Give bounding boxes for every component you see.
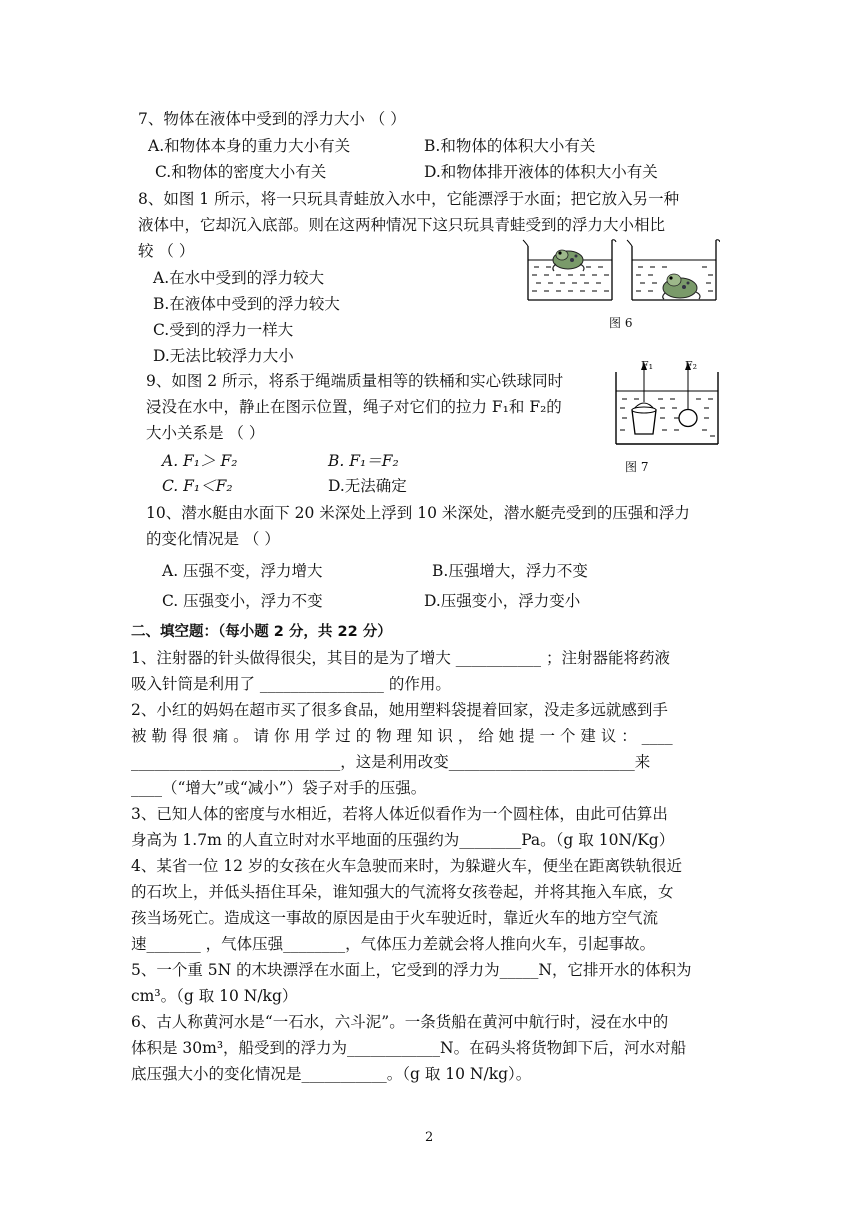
- iron-ball-icon: [679, 410, 697, 427]
- q8-line-3: 较 （ ）: [138, 242, 195, 260]
- figure-7-caption: 图 7: [625, 460, 649, 474]
- q9-line-1: 9、如图 2 所示，将系于绳端质量相等的铁桶和实心铁球同时: [146, 372, 564, 390]
- fill-4-line-2: 的石坎上，并低头捂住耳朵，谁知强大的气流将女孩卷起，并将其拖入车底，女: [131, 883, 674, 901]
- section-2-title: 二、填空题：（每小题 2 分，共 22 分）: [131, 624, 392, 640]
- figure-7-bucket-ball: [600, 358, 725, 453]
- sunk-frog-icon: [663, 274, 700, 299]
- q8-option-a: A.在水中受到的浮力较大: [153, 269, 325, 287]
- q7-stem: 7、物体在液体中受到的浮力大小 （ ）: [138, 110, 406, 128]
- fill-6-line-3: 底压强大小的变化情况是___________。（g 取 10 N/kg）。: [131, 1065, 532, 1083]
- q8-option-b: B.在液体中受到的浮力较大: [153, 295, 340, 313]
- figure-6-caption: 图 6: [609, 316, 633, 330]
- fill-4-line-4: 速_______ ，气体压强________，气体压力差就会将人推向火车，引起事故。: [131, 935, 656, 953]
- page-number: 2: [425, 1130, 434, 1145]
- fill-3-line-1: 3、已知人体的密度与水相近，若将人体近似看作为一个圆柱体，由此可估算出: [131, 805, 668, 823]
- q9-option-d: D.无法确定: [328, 477, 407, 495]
- q8-option-d: D.无法比较浮力大小: [153, 347, 294, 365]
- q10-option-b: B.压强增大，浮力不变: [432, 562, 588, 580]
- fill-3-line-2: 身高为 1.7m 的人直立时对水平地面的压强约为________Pa。（g 取 10N/Kg）: [131, 831, 675, 849]
- floating-frog-icon: [553, 250, 584, 271]
- q9-option-b: B. F₁＝F₂: [328, 452, 399, 470]
- fill-5-line-2: cm³。（g 取 10 N/kg）: [131, 987, 298, 1005]
- q9-line-2: 浸没在水中，静止在图示位置，绳子对它们的拉力 F₁和 F₂的: [146, 398, 562, 416]
- fill-4-line-1: 4、某省一位 12 岁的女孩在火车急驶而来时，为躲避火车，便坐在距离铁轨很近: [131, 857, 682, 875]
- q9-option-c: C. F₁＜F₂: [162, 477, 233, 495]
- q8-option-c: C.受到的浮力一样大: [153, 321, 294, 339]
- fill-4-line-3: 孩当场死亡。造成这一事故的原因是由于火车驶近时，靠近火车的地方空气流: [131, 909, 659, 927]
- q10-line-1: 10、潜水艇由水面下 20 米深处上浮到 10 米深处，潜水艇壳受到的压强和浮力: [146, 504, 690, 522]
- q8-line-2: 液体中，它却沉入底部。则在这两种情况下这只玩具青蛙受到的浮力大小相比: [138, 216, 666, 234]
- bucket-icon: [632, 410, 656, 434]
- q7-option-b: B.和物体的体积大小有关: [424, 137, 596, 155]
- fill-5-line-1: 5、一个重 5N 的木块漂浮在水面上，它受到的浮力为_____N，它排开水的体积为: [131, 961, 692, 979]
- q9-line-3: 大小关系是 （ ）: [146, 424, 265, 442]
- fill-1-line-2: 吸入针筒是利用了 ________________ 的作用。: [131, 675, 451, 693]
- f2-label: F₂: [685, 359, 698, 372]
- q8-line-1: 8、如图 1 所示，将一只玩具青蛙放入水中，它能漂浮于水面；把它放入另一种: [138, 190, 680, 208]
- q7-option-d: D.和物体排开液体的体积大小有关: [424, 163, 658, 181]
- q10-option-a: A. 压强不变，浮力增大: [162, 562, 323, 580]
- fill-2-line-2: 被 勒 得 很 痛 。 请 你 用 学 过 的 物 理 知 识 ， 给 她 提 一 个 建 议 ： ____: [131, 727, 673, 745]
- q7-option-c: C.和物体的密度大小有关: [155, 163, 327, 181]
- q10-option-d: D.压强变小，浮力变小: [424, 592, 581, 610]
- fill-2-line-4: ____（“增大”或“减小”）袋子对手的压强。: [131, 779, 427, 797]
- f1-label: F₁: [641, 359, 654, 372]
- fill-2-line-3: ___________________________，这是利用改变________________________来: [131, 753, 651, 771]
- fill-6-line-1: 6、古人称黄河水是“一石水，六斗泥”。一条货船在黄河中航行时，浸在水中的: [131, 1013, 669, 1031]
- q10-line-2: 的变化情况是 （ ）: [146, 530, 280, 548]
- fill-2-line-1: 2、小红的妈妈在超市买了很多食品，她用塑料袋提着回家，没走多远就感到手: [131, 701, 668, 719]
- figure-6-frog-containers: [520, 238, 720, 306]
- q9-option-a: A. F₁＞ F₂: [162, 452, 238, 470]
- fill-6-line-2: 体积是 30m³，船受到的浮力为____________N。在码头将货物卸下后，河水对船: [131, 1039, 687, 1057]
- q10-option-c: C. 压强变小，浮力不变: [162, 592, 323, 610]
- q7-option-a: A.和物体本身的重力大小有关: [148, 137, 351, 155]
- fill-1-line-1: 1、注射器的针头做得很尖，其目的是为了增大 ___________ ；注射器能将药液: [131, 649, 670, 667]
